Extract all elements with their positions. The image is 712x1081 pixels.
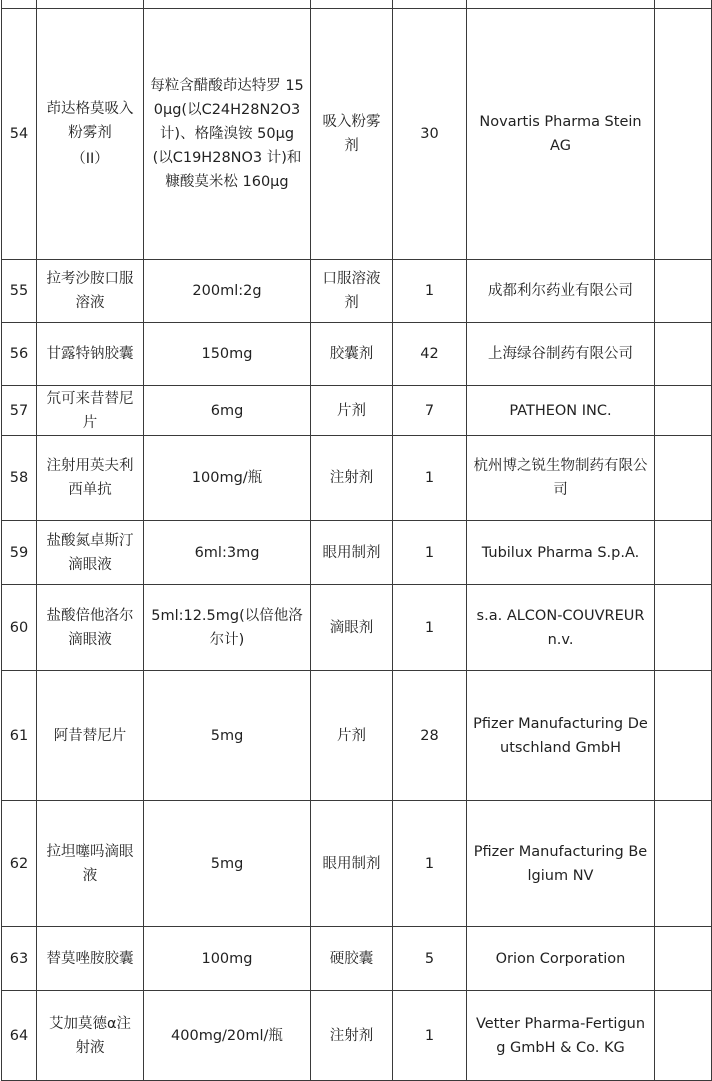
manufacturer-cell: 上海绿谷制药有限公司 xyxy=(467,323,655,386)
row-number-cell: 60 xyxy=(2,585,37,671)
row-number-cell: 58 xyxy=(2,436,37,521)
table-row xyxy=(2,521,712,585)
blank-cell xyxy=(655,801,712,927)
manufacturer-cell: Orion Corporation xyxy=(467,927,655,991)
drug-name-cell: 拉坦噻吗滴眼液 xyxy=(37,801,144,927)
table-row xyxy=(2,0,712,9)
specification-cell: 5mg xyxy=(144,671,311,801)
blank-cell xyxy=(655,991,712,1081)
specification-cell: 5ml:12.5mg(以倍他洛尔计) xyxy=(144,585,311,671)
drug-name-cell: 盐酸氮卓斯汀滴眼液 xyxy=(37,521,144,585)
quantity-cell xyxy=(393,0,467,9)
quantity-cell: 5 xyxy=(393,927,467,991)
row-number-cell: 56 xyxy=(2,323,37,386)
quantity-cell: 1 xyxy=(393,436,467,521)
quantity-cell: 7 xyxy=(393,386,467,436)
row-number-cell: 57 xyxy=(2,386,37,436)
dosage-form-cell: 眼用制剂 xyxy=(311,521,393,585)
row-number-cell: 54 xyxy=(2,9,37,260)
drug-name-cell: 注射用英夫利西单抗 xyxy=(37,436,144,521)
quantity-cell: 30 xyxy=(393,9,467,260)
blank-cell xyxy=(655,323,712,386)
quantity-cell: 1 xyxy=(393,521,467,585)
row-number-cell: 62 xyxy=(2,801,37,927)
drug-name-cell: 氘可来昔替尼片 xyxy=(37,386,144,436)
manufacturer-cell: PATHEON INC. xyxy=(467,386,655,436)
drug-name-text: 茚达格莫吸入粉雾剂 xyxy=(46,101,134,141)
blank-cell xyxy=(655,386,712,436)
dosage-form-cell: 硬胶囊 xyxy=(311,927,393,991)
manufacturer-cell: Novartis Pharma Stein AG xyxy=(467,9,655,260)
dosage-form-cell: 注射剂 xyxy=(311,991,393,1081)
row-number-cell: 63 xyxy=(2,927,37,991)
dosage-form-cell: 吸入粉雾剂 xyxy=(311,9,393,260)
table-row xyxy=(2,323,712,386)
table-row xyxy=(2,9,712,260)
specification-cell: 150mg xyxy=(144,323,311,386)
manufacturer-cell: Tubilux Pharma S.p.A. xyxy=(467,521,655,585)
blank-cell xyxy=(655,585,712,671)
specification-cell: 5mg xyxy=(144,801,311,927)
manufacturer-cell: Pfizer Manufacturing Deutschland GmbH xyxy=(467,671,655,801)
table-row xyxy=(2,671,712,801)
manufacturer-cell: Vetter Pharma-Fertigung GmbH & Co. KG xyxy=(467,991,655,1081)
dosage-form-cell xyxy=(311,0,393,9)
drug-name-cell xyxy=(37,0,144,9)
row-number-cell: 64 xyxy=(2,991,37,1081)
row-number-cell: 59 xyxy=(2,521,37,585)
drug-name-cell: 甘露特钠胶囊 xyxy=(37,323,144,386)
blank-cell xyxy=(655,521,712,585)
dosage-form-cell: 眼用制剂 xyxy=(311,801,393,927)
drug-list-table xyxy=(1,0,712,1081)
specification-cell: 6mg xyxy=(144,386,311,436)
table-row xyxy=(2,386,712,436)
quantity-cell: 1 xyxy=(393,801,467,927)
drug-name-cell: 艾加莫德α注射液 xyxy=(37,991,144,1081)
quantity-cell: 1 xyxy=(393,260,467,323)
blank-cell xyxy=(655,927,712,991)
table-row xyxy=(2,585,712,671)
table-row xyxy=(2,927,712,991)
dosage-form-cell: 注射剂 xyxy=(311,436,393,521)
specification-cell: 400mg/20ml/瓶 xyxy=(144,991,311,1081)
drug-name-cell: 替莫唑胺胶囊 xyxy=(37,927,144,991)
blank-cell xyxy=(655,436,712,521)
dosage-form-cell: 片剂 xyxy=(311,386,393,436)
row-number-cell: 55 xyxy=(2,260,37,323)
drug-name-suffix: （II） xyxy=(71,151,109,167)
drug-name-cell: 盐酸倍他洛尔滴眼液 xyxy=(37,585,144,671)
manufacturer-cell: 杭州博之锐生物制药有限公司 xyxy=(467,436,655,521)
row-number-cell: 61 xyxy=(2,671,37,801)
row-number-cell xyxy=(2,0,37,9)
quantity-cell: 28 xyxy=(393,671,467,801)
specification-cell xyxy=(144,0,311,9)
table-row xyxy=(2,436,712,521)
specification-cell: 6ml:3mg xyxy=(144,521,311,585)
drug-name-cell: 拉考沙胺口服溶液 xyxy=(37,260,144,323)
dosage-form-cell: 口服溶液剂 xyxy=(311,260,393,323)
blank-cell xyxy=(655,9,712,260)
specification-cell: 每粒含醋酸茚达特罗 150μg(以C24H28N2O3 计)、格隆溴铵 50μg(以C19H28NO3 计)和糠酸莫米松 160μg xyxy=(144,9,311,260)
quantity-cell: 42 xyxy=(393,323,467,386)
manufacturer-cell: s.a. ALCON-COUVREUR n.v. xyxy=(467,585,655,671)
manufacturer-cell xyxy=(467,0,655,9)
manufacturer-cell: Pfizer Manufacturing Belgium NV xyxy=(467,801,655,927)
blank-cell xyxy=(655,0,712,9)
drug-name-cell xyxy=(37,9,144,260)
specification-cell: 100mg/瓶 xyxy=(144,436,311,521)
quantity-cell: 1 xyxy=(393,585,467,671)
blank-cell xyxy=(655,260,712,323)
dosage-form-cell: 片剂 xyxy=(311,671,393,801)
table-row xyxy=(2,801,712,927)
drug-name-cell: 阿昔替尼片 xyxy=(37,671,144,801)
manufacturer-cell: 成都利尔药业有限公司 xyxy=(467,260,655,323)
dosage-form-cell: 胶囊剂 xyxy=(311,323,393,386)
specification-cell: 200ml:2g xyxy=(144,260,311,323)
dosage-form-cell: 滴眼剂 xyxy=(311,585,393,671)
quantity-cell: 1 xyxy=(393,991,467,1081)
table-row xyxy=(2,991,712,1081)
table-row xyxy=(2,260,712,323)
specification-cell: 100mg xyxy=(144,927,311,991)
blank-cell xyxy=(655,671,712,801)
